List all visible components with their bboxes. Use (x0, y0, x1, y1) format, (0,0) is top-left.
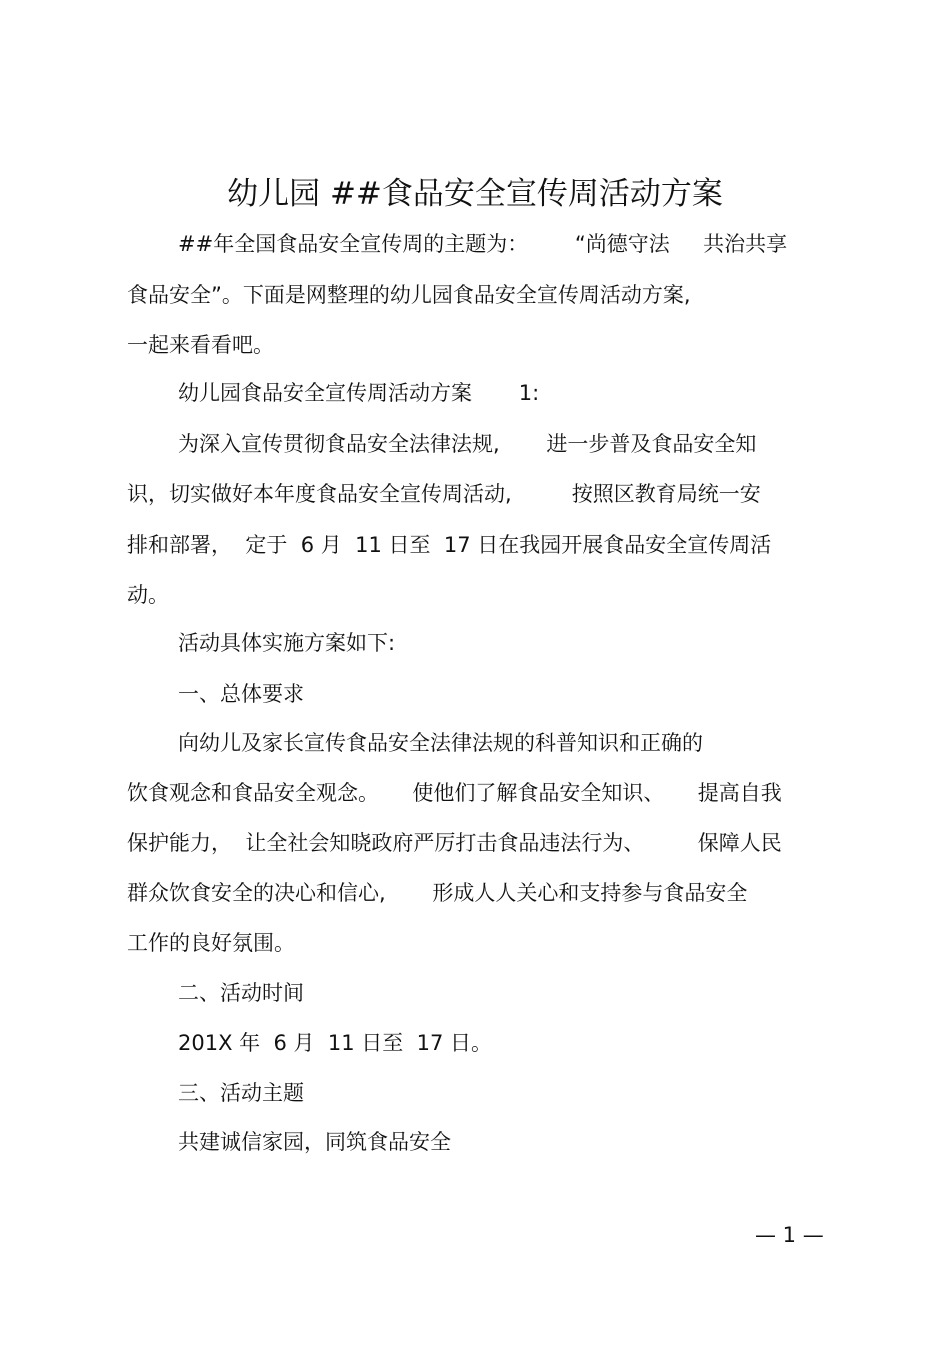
paragraph-line: 201X 年 6 月 11 日至 17 日。 (178, 1031, 493, 1055)
paragraph-line: 群众饮食安全的决心和信心, 形成人人关心和支持参与食品安全 (127, 881, 748, 905)
paragraph-line: 向幼儿及家长宣传食品安全法律法规的科普知识和正确的 (178, 731, 703, 755)
section-heading: 三、活动主题 (178, 1081, 304, 1105)
paragraph-line: ##年全国食品安全宣传周的主题为： “尚德守法 共治共享 (178, 232, 788, 256)
paragraph-line: 为深入宣传贯彻食品安全法律法规, 进一步普及食品安全知 (178, 432, 757, 456)
section-heading: 二、活动时间 (178, 981, 304, 1005)
paragraph-line: 共建诚信家园，同筑食品安全 (178, 1130, 451, 1154)
paragraph-line: 动。 (127, 583, 169, 607)
section-line: 幼儿园食品安全宣传周活动方案 1: (178, 381, 540, 405)
page-number: — 1 — (755, 1223, 824, 1247)
document-title: 幼儿园 ##食品安全宣传周活动方案 (227, 176, 723, 212)
paragraph-line: 排和部署， 定于 6 月 11 日至 17 日在我园开展食品安全宣传周活 (127, 533, 772, 557)
paragraph-line: 识，切实做好本年度食品安全宣传周活动, 按照区教育局统一安 (127, 482, 761, 506)
paragraph-line: 一起来看看吧。 (127, 333, 274, 357)
paragraph-line: 活动具体实施方案如下: (178, 631, 396, 655)
paragraph-line: 饮食观念和食品安全观念。 使他们了解食品安全知识、 提高自我 (127, 781, 782, 805)
section-heading: 一、总体要求 (178, 682, 304, 706)
paragraph-line: 工作的良好氛围。 (127, 931, 295, 955)
paragraph-line: 食品安全”。下面是网整理的幼儿园食品安全宣传周活动方案, (127, 283, 691, 307)
paragraph-line: 保护能力， 让全社会知晓政府严厉打击食品违法行为、 保障人民 (127, 831, 782, 855)
